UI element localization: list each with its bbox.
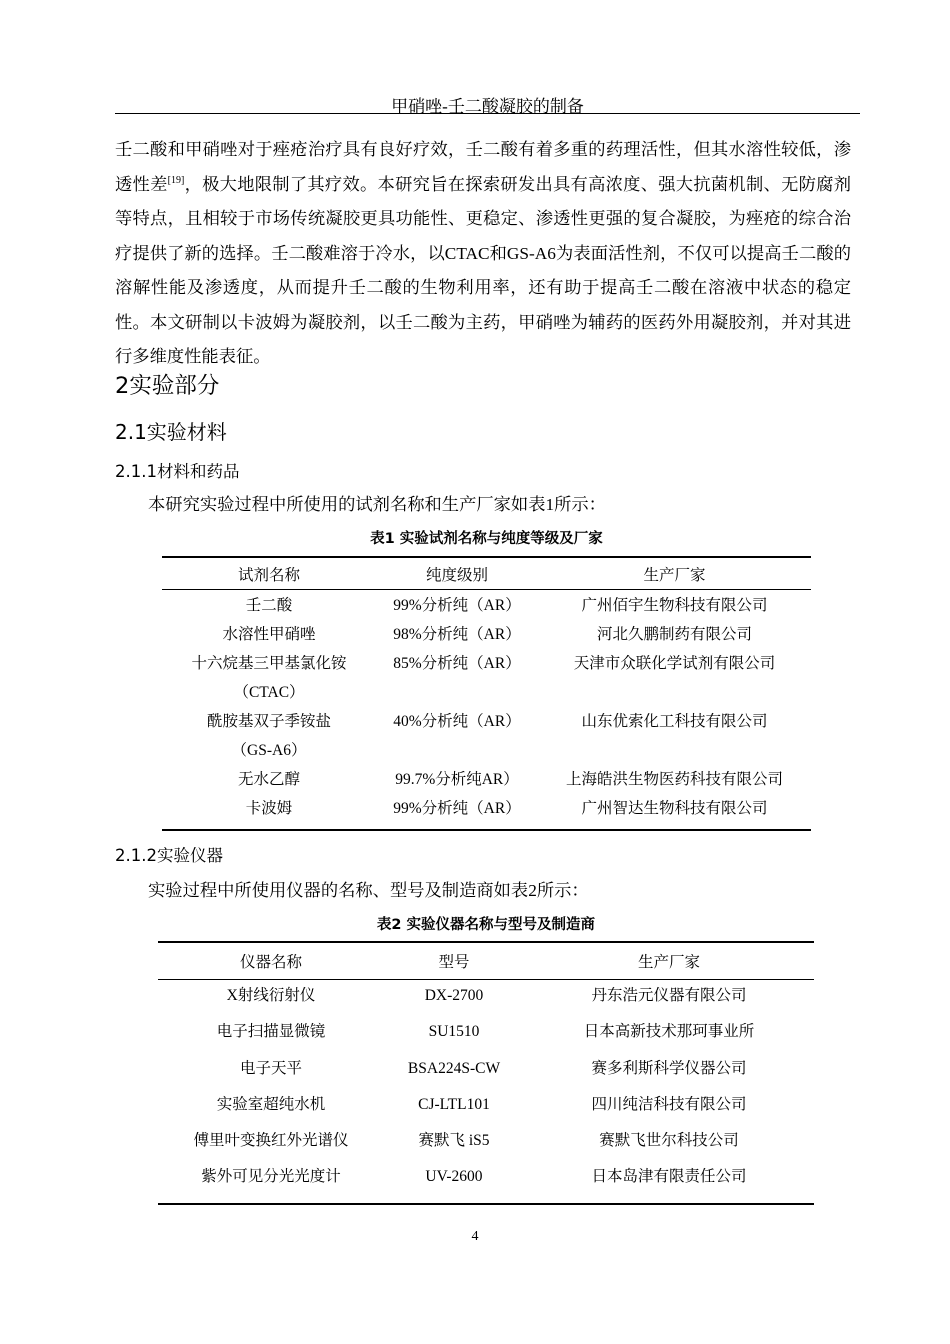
section-heading-2-1: 2.1实验材料 xyxy=(115,420,227,444)
model-cell: DX-2700 xyxy=(424,987,484,1004)
table-row xyxy=(158,1017,814,1053)
table-header-row xyxy=(158,942,814,980)
table-row xyxy=(158,1090,814,1126)
citation-19[interactable]: [19] xyxy=(167,174,185,186)
reagent-name-cell xyxy=(162,707,376,765)
table-row xyxy=(162,590,811,621)
section-heading-2-1-2: 2.1.2实验仪器 xyxy=(115,846,223,865)
manufacturer-cell: 日本岛津有限责任公司 xyxy=(524,1162,814,1203)
purity-cell: 40%分析纯（AR） xyxy=(393,713,521,730)
reagent-name-cell xyxy=(162,649,376,707)
table-row xyxy=(162,707,811,765)
manufacturer-cell: 四川纯洁科技有限公司 xyxy=(591,1095,747,1113)
column-header-model: 型号 xyxy=(384,942,524,980)
table2-lead-paragraph: 实验过程中所使用仪器的名称、型号及制造商如表2所示： xyxy=(148,881,589,900)
manufacturer-cell: 赛多利斯科学仪器公司 xyxy=(591,1059,747,1077)
reagent-name-cell: 卡波姆 xyxy=(162,794,376,830)
intro-paragraph xyxy=(115,133,851,375)
table2-caption: 表2 实验仪器名称与型号及制造商 xyxy=(376,917,596,933)
page-number: 4 xyxy=(471,1229,479,1244)
table-row xyxy=(162,794,811,830)
table1-caption: 表1 实验试剂名称与纯度等级及厂家 xyxy=(370,531,603,547)
column-header-manufacturer: 生产厂家 xyxy=(524,942,814,980)
column-header-reagent-name: 试剂名称 xyxy=(162,557,376,590)
table-row xyxy=(158,980,814,1018)
header-rule xyxy=(115,113,860,114)
instrument-name-cell: X射线衍射仪 xyxy=(226,987,316,1004)
instrument-name-cell: 傅里叶变换红外光谱仪 xyxy=(193,1132,349,1150)
column-header-manufacturer: 生产厂家 xyxy=(538,557,811,590)
reagents-table xyxy=(162,556,811,831)
reagent-name-cell: 壬二酸 xyxy=(245,597,293,614)
purity-cell: 85%分析纯（AR） xyxy=(393,655,521,672)
purity-cell: 99.7%分析纯AR） xyxy=(395,771,519,788)
reagent-name-cell: 水溶性甲硝唑 xyxy=(222,626,316,643)
reagent-name-line1: 酰胺基双子季铵盐 xyxy=(206,713,331,730)
section-heading-2-1-1: 2.1.1材料和药品 xyxy=(115,462,240,481)
table-header-row xyxy=(162,557,811,590)
manufacturer-cell: 山东优索化工科技有限公司 xyxy=(581,713,768,730)
model-cell: 赛默飞 iS5 xyxy=(418,1132,490,1150)
purity-cell: 99%分析纯（AR） xyxy=(393,597,521,614)
intro-text-part2: ，极大地限制了其疗效。本研究旨在探索研发出具有高浓度、强大抗菌机制、无防腐剂等特点，且相较于市场传统凝胶更具功能性、更稳定、渗透性更强的复合凝胶，为痤疮的综合治疗提供了新的选择。壬二酸难溶于冷水，以CTAC和GS-A6为表面活性剂，不仅可以提高壬二酸的溶解性能及渗透度，从而提升壬二酸的生物利用率，还有助于提高壬二酸在溶液中状态的稳定性。本文研制以卡波姆为凝胶剂，以壬二酸为主药，甲硝唑为辅药的医药外用凝胶剂，并对其进行多维度性能表征。 xyxy=(115,174,851,366)
manufacturer-cell: 丹东浩元仪器有限公司 xyxy=(591,987,747,1004)
reagent-name-cell: 无水乙醇 xyxy=(237,771,300,788)
column-header-instrument-name: 仪器名称 xyxy=(158,942,384,980)
model-cell: SU1510 xyxy=(428,1023,480,1041)
intro-text-part1: 壬二酸和甲硝唑对于痤疮治疗具有良好疗效，壬二酸有着多重的药理活性，但其水溶性较低，渗透性差 xyxy=(115,140,851,194)
table-row xyxy=(162,620,811,649)
reagent-name-line2: （GS-A6） xyxy=(231,742,307,759)
instrument-name-cell: 电子天平 xyxy=(239,1059,302,1077)
column-header-purity: 纯度级别 xyxy=(376,557,538,590)
purity-cell: 98%分析纯（AR） xyxy=(393,626,521,643)
instrument-name-cell: 实验室超纯水机 xyxy=(216,1095,326,1113)
reagent-name-line1: 十六烷基三甲基氯化铵 xyxy=(191,655,347,672)
manufacturer-cell: 河北久鹏制药有限公司 xyxy=(596,626,752,643)
manufacturer-cell: 广州佰宇生物科技有限公司 xyxy=(581,597,768,614)
table-row xyxy=(162,649,811,707)
model-cell: CJ-LTL101 xyxy=(418,1095,490,1113)
running-header: 甲硝唑-壬二酸凝胶的制备 xyxy=(391,97,584,116)
section-heading-2: 2实验部分 xyxy=(115,373,220,399)
manufacturer-cell: 日本高新技术那珂事业所 xyxy=(583,1023,755,1041)
table-row xyxy=(158,1054,814,1090)
instruments-table xyxy=(158,941,814,1205)
table-row xyxy=(162,765,811,794)
instrument-name-cell: 紫外可见分光光度计 xyxy=(158,1162,384,1203)
table-row xyxy=(158,1126,814,1162)
manufacturer-cell: 赛默飞世尔科技公司 xyxy=(599,1132,739,1150)
instrument-name-cell: 电子扫描显微镜 xyxy=(216,1023,326,1041)
table-row xyxy=(158,1162,814,1203)
manufacturer-cell: 上海皓洪生物医药科技有限公司 xyxy=(565,771,783,788)
model-cell: UV-2600 xyxy=(384,1162,524,1203)
manufacturer-cell: 广州智达生物科技有限公司 xyxy=(538,794,811,830)
table1-lead-paragraph: 本研究实验过程中所使用的试剂名称和生产厂家如表1所示： xyxy=(148,495,606,514)
purity-cell: 99%分析纯（AR） xyxy=(376,794,538,830)
manufacturer-cell: 天津市众联化学试剂有限公司 xyxy=(573,655,776,672)
reagent-name-line2: （CTAC） xyxy=(233,684,305,701)
model-cell: BSA224S-CW xyxy=(407,1059,501,1077)
